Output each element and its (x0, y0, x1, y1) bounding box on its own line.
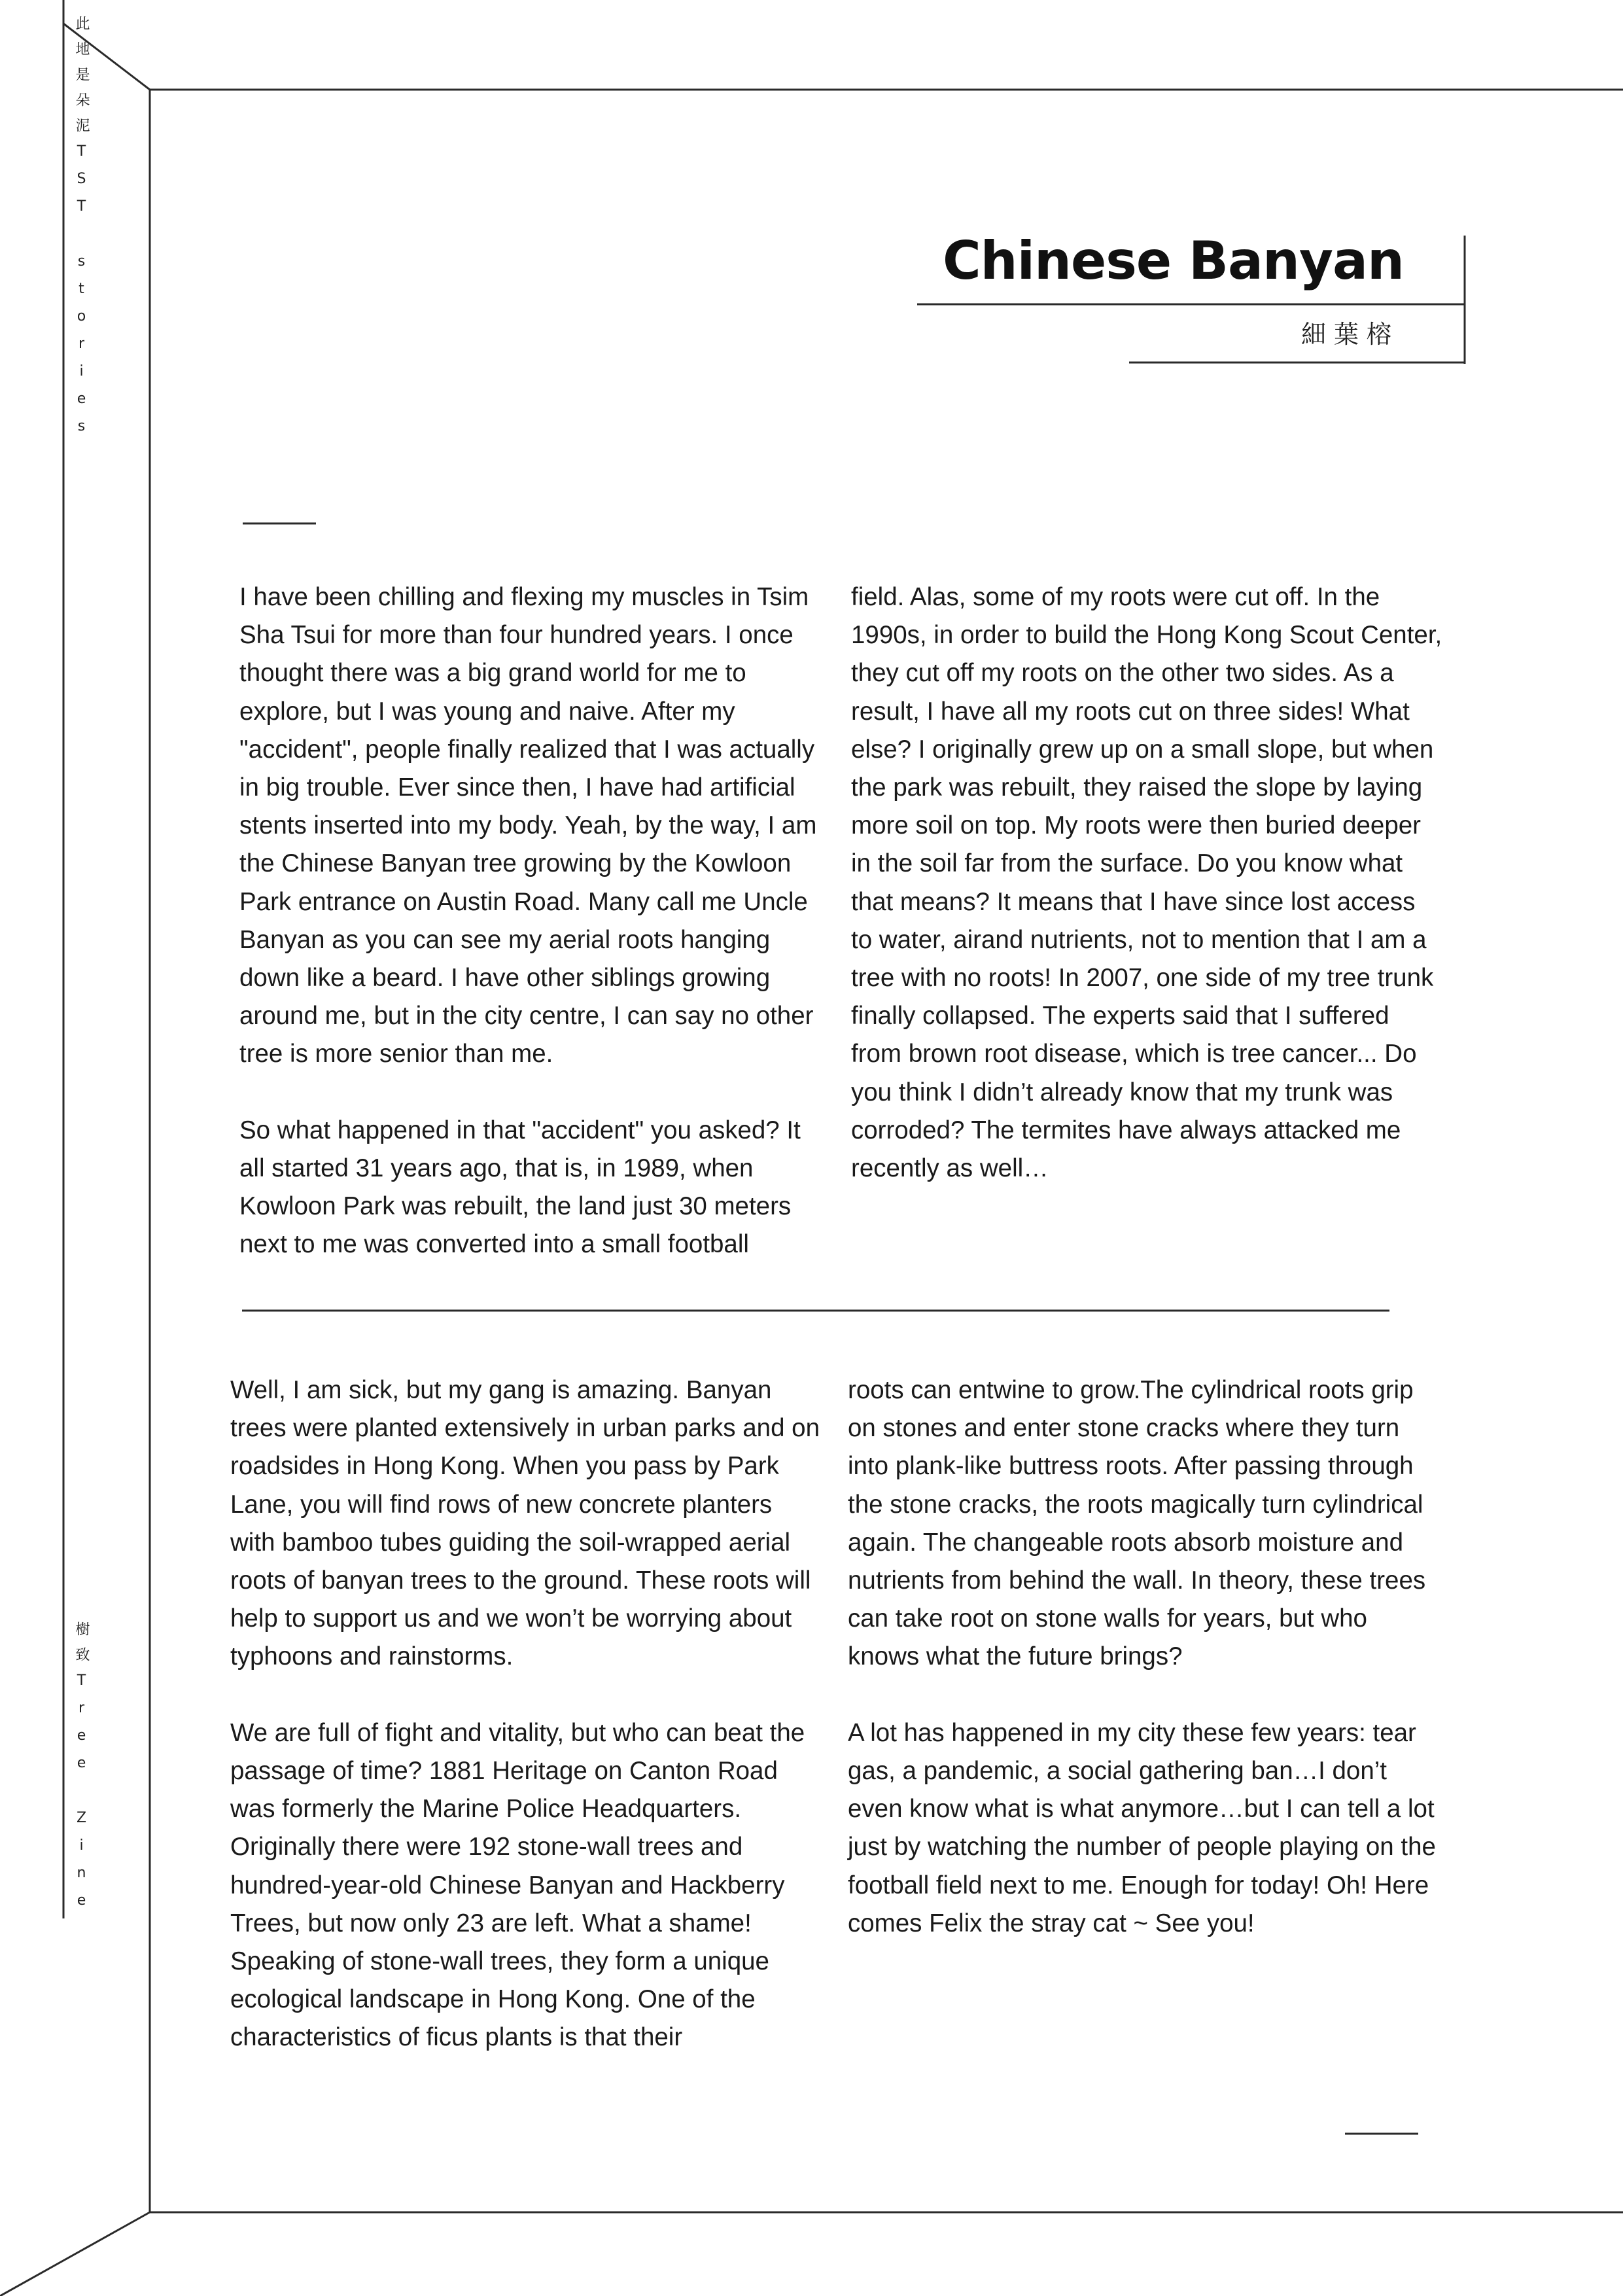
sidebar-series-title: 此地是朵泥TST stories (73, 16, 90, 446)
paragraph: We are full of fight and vitality, but who can beat the passage of time? 1881 Heritage on Canton Road was formerly the Marine Police Headquarters. Originally there were 192 stone-wall trees and hundred-year-old Chinese Banyan and Hackberry Trees, but now only 23 are left. What a shame! Speaking of stone-wall trees, they form a unique ecological landscape in Hong Kong. One of the characteristics of ficus plants is that their (230, 1718, 805, 2052)
section2-right-column (848, 1371, 1440, 1943)
bottom-corner-diagonal (0, 2212, 150, 2296)
section1-left-column (239, 578, 831, 1264)
section2-left-column (230, 1371, 822, 2057)
paragraph: I have been chilling and flexing my muscles in Tsim Sha Tsui for more than four hundred years. I once thought there was a big grand world for me to explore, but I was young and naive. After my "accident", people finally realized that I was actually in big trouble. Ever since then, I have had artificial stents inserted into my body. Yeah, by the way, I am the Chinese Banyan tree growing by the Kowloon Park entrance on Austin Road. Many call me Uncle Banyan as you can see my aerial roots hanging down like a beard. I have other siblings growing around me, but in the city centre, I can say no other tree is more senior than me. (239, 583, 817, 1069)
paragraph: roots can entwine to grow.The cylindrical roots grip on stones and enter stone cracks where they turn into plank-like buttress roots. After passing through the stone cracks, the roots magically turn cylindrical again. The changeable roots absorb moisture and nutrients from behind the wall. In theory, these trees can take root on stone walls for years, but who knows what the future brings? (848, 1376, 1426, 1671)
paragraph: So what happened in that "accident" you asked? It all started 31 years ago, that is, in 1989, when Kowloon Park was rebuilt, the land just 30 meters next to me was converted into a small football (239, 1116, 801, 1259)
sidebar-zine-title: 樹致Tree Zine (73, 1621, 90, 1920)
paragraph: Well, I am sick, but my gang is amazing. Banyan trees were planted extensively in urban parks and on roadsides in Hong Kong. When you pass by Park Lane, you will find rows of new concrete planters with bamboo tubes guiding the soil-wrapped aerial roots of banyan trees to the ground. These roots will help to support us and we won’t be worrying about typhoons and rainstorms. (230, 1376, 820, 1671)
paragraph: field. Alas, some of my roots were cut off. In the 1990s, in order to build the Hong Kong Scout Center, they cut off my roots on the other two sides. As a result, I have all my roots cut on three sides! What else? I originally grew up on a small slope, but when the park was rebuilt, they raised the slope by laying more soil on top. My roots were then buried deeper in the soil far from the surface. Do you know what that means? It means that I have since lost access to water, airand nutrients, not to mention that I am a tree with no roots! In 2007, one side of my tree trunk finally collapsed. The experts said that I suffered from brown root disease, which is tree cancer... Do you think I didn’t already know that my trunk was corroded? The termites have always attacked me recently as well… (851, 583, 1442, 1183)
page-subtitle: 細葉榕 (1300, 320, 1399, 349)
section1-right-column (851, 578, 1443, 1188)
paragraph: A lot has happened in my city these few years: tear gas, a pandemic, a social gathering ban…I don’t even know what is what anymore…but I can tell a lot just by watching the number of people playing on the football field next to me. Enough for today! Oh! Here comes Felix the stray cat ~ See you! (848, 1718, 1436, 1937)
page-title: Chinese Banyan (942, 230, 1404, 291)
